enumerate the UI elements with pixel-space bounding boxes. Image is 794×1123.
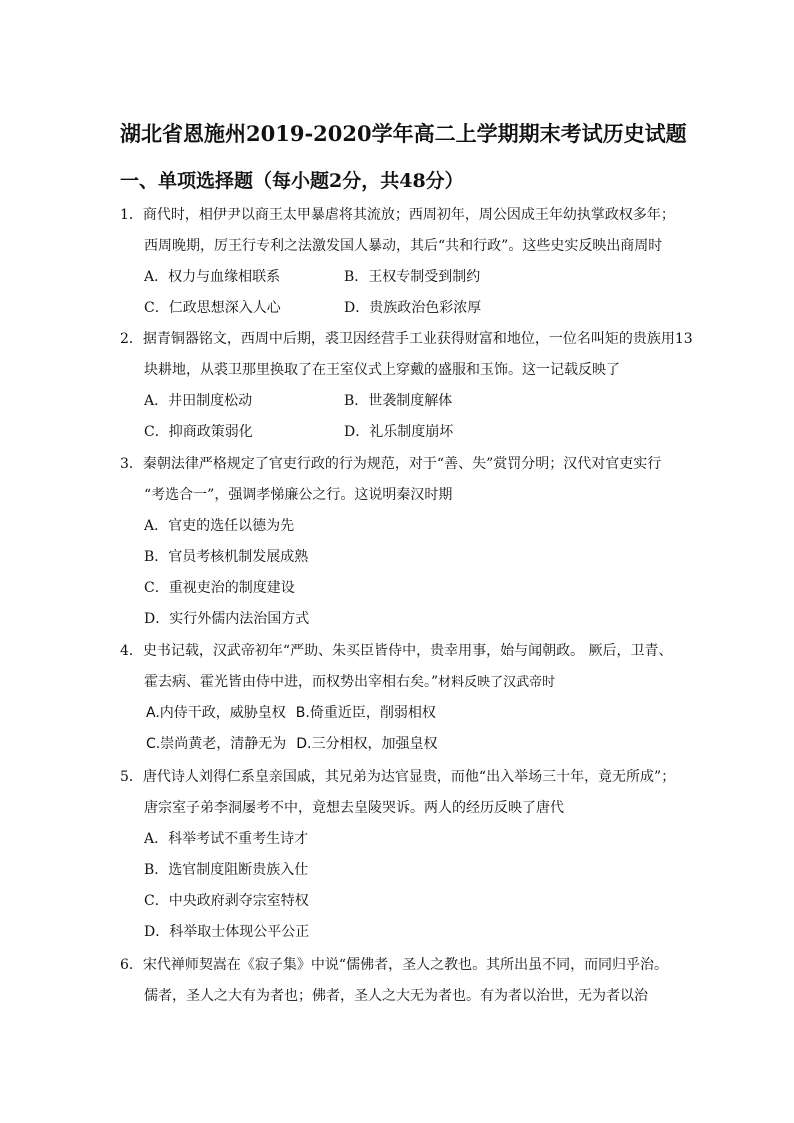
options [120, 824, 690, 948]
option-a[interactable]: A．科举考试不重考生诗才 [144, 831, 309, 847]
option-a[interactable]: A．官吏的选任以德为先 [144, 518, 295, 534]
option-d[interactable]: D．实行外儒内法治国方式 [144, 611, 310, 627]
option-b[interactable]: B．选官制度阻断贵族入仕 [144, 862, 309, 878]
question-stem [120, 636, 690, 698]
option-row [146, 698, 690, 729]
option-d[interactable]: D．科举取士体现公平公正 [144, 924, 310, 940]
stem-line: “考选合一”，强调孝悌廉公之行。这说明秦汉时期 [144, 487, 453, 503]
stem-line: 5．唐代诗人刘得仁系皇亲国戚，其兄弟为达官显贵，而他“出入举场三十年，竟无所成”； [120, 769, 676, 785]
question-2 [120, 324, 693, 448]
option-c[interactable]: C.崇尚黄老，清静无为 [146, 736, 287, 752]
options [120, 698, 690, 760]
question-stem [120, 449, 690, 511]
options [120, 511, 690, 635]
options [120, 262, 690, 324]
stem-line [120, 667, 690, 698]
option-d[interactable]: D．贵族政治色彩浓厚 [344, 300, 482, 316]
option-b[interactable]: B.倚重近臣，削弱相权 [295, 705, 436, 721]
option-b[interactable]: B．官员考核机制发展成熟 [144, 549, 309, 565]
option-a[interactable]: A.内侍干政，威胁皇权 [146, 705, 286, 721]
option-d[interactable]: D.三分相权，加强皇权 [296, 736, 438, 752]
stem-line: 2．据青铜器铭文，西周中后期，裘卫因经营手工业获得财富和地位，一位名叫矩的贵族用13 [120, 331, 693, 347]
stem-line-prompt: 材料反映了汉武帝时 [438, 675, 556, 690]
option-row [146, 729, 690, 760]
stem-line: 1．商代时，相伊尹以商王太甲暴虐将其流放；西周初年，周公因成王年幼执掌政权多年； [120, 207, 675, 223]
option-c[interactable]: C．中央政府剥夺宗室特权 [144, 893, 309, 909]
question-stem [120, 762, 690, 824]
question-3 [120, 449, 690, 635]
question-stem [120, 324, 693, 386]
stem-line: 4．史书记载，汉武帝初年“严助、朱买臣皆侍中，贵幸用事，始与闻朝政。 厥后，卫青、 [120, 643, 673, 659]
options [120, 386, 690, 448]
stem-line: 唐宗室子弟李洞屡考不中，竟想去皇陵哭诉。两人的经历反映了唐代 [144, 800, 564, 816]
option-b[interactable]: B．王权专制受到制约 [344, 269, 481, 285]
question-1 [120, 200, 690, 324]
option-b[interactable]: B．世袭制度解体 [344, 393, 453, 409]
stem-line-quote: 霍去病、霍光皆由侍中进，而权势出宰相右矣。” [144, 674, 439, 690]
option-c[interactable]: C．仁政思想深入人心 [144, 300, 281, 316]
option-a[interactable]: A．权力与血缘相联系 [144, 269, 281, 285]
stem-line: 西周晚期，厉王行专利之法激发国人暴动，其后“共和行政”。这些史实反映出商周时 [144, 238, 663, 254]
section-heading: 一、单项选择题（每小题2分，共48分） [120, 170, 464, 192]
option-c[interactable]: C．重视吏治的制度建设 [144, 580, 295, 596]
question-stem [120, 200, 690, 262]
stem-line: 儒者，圣人之大有为者也；佛者，圣人之大无为者也。有为者以治世，无为者以治 [144, 988, 648, 1004]
question-5 [120, 762, 690, 948]
exam-title: 湖北省恩施州2019-2020学年高二上学期期末考试历史试题 [120, 121, 687, 146]
question-stem [120, 950, 690, 1012]
stem-line: 6．宋代禅师契嵩在《寂子集》中说“儒佛者，圣人之教也。其所出虽不同，而同归乎治。 [120, 957, 669, 973]
stem-line: 块耕地，从裘卫那里换取了在王室仪式上穿戴的盛服和玉饰。这一记载反映了 [144, 362, 620, 378]
question-6 [120, 950, 690, 1012]
option-c[interactable]: C．抑商政策弱化 [144, 424, 253, 440]
question-4 [120, 636, 690, 760]
option-a[interactable]: A．井田制度松动 [144, 393, 253, 409]
stem-line: 3．秦朝法律严格规定了官吏行政的行为规范，对于“善、失”赏罚分明；汉代对官吏实行 [120, 456, 662, 472]
option-d[interactable]: D．礼乐制度崩坏 [344, 424, 454, 440]
